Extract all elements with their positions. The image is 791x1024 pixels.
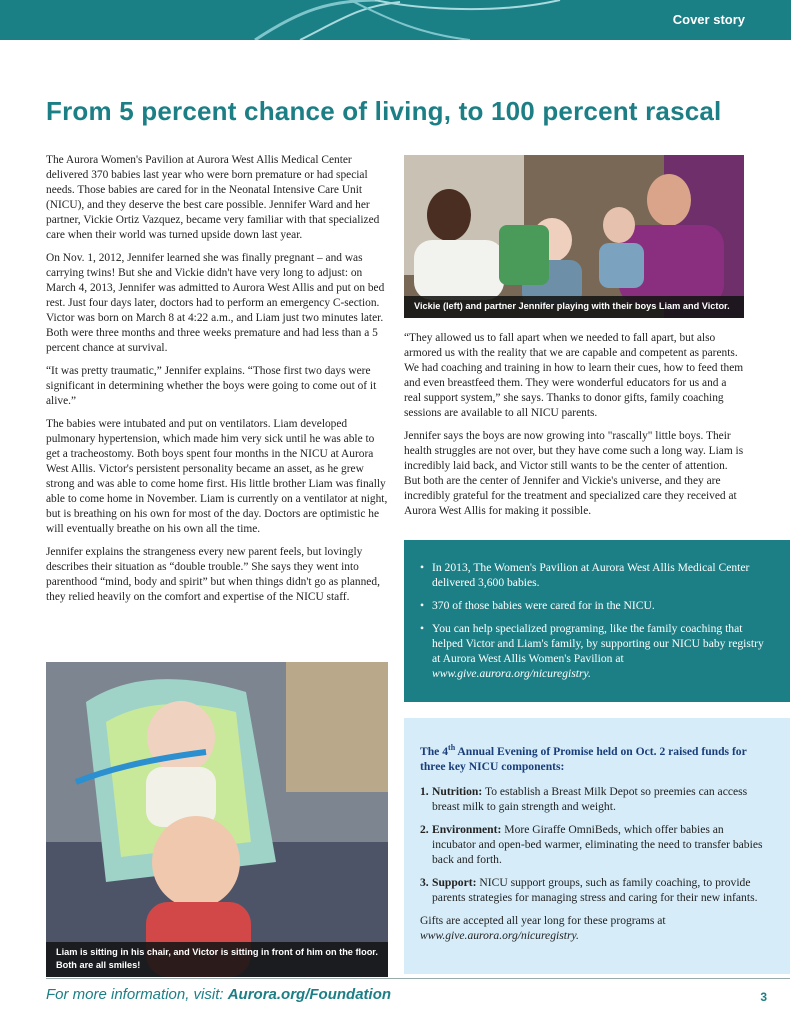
twins-photo-icon <box>46 662 388 977</box>
list-item <box>420 875 770 905</box>
paragraph: “They allowed us to fall apart when we needed to fall apart, but also armored us with the reality that we are capable and competent as parents. We had coaching and training in how to learn their cues, how to feed them and even breastfeed them. They were wonderful educators for us and a real support system,” she says. Thanks to donor gifts, family coaching sessions are available to all NICU parents. <box>404 332 744 419</box>
article-right-column <box>404 331 746 527</box>
list-number: 2. <box>420 822 429 836</box>
list-number: 1. <box>420 784 429 798</box>
page-title: From 5 percent chance of living, to 100 percent rascal <box>46 96 722 126</box>
photo-caption: Liam is sitting in his chair, and Victor is sitting in front of him on the floor. Both are all smiles! <box>46 942 388 977</box>
top-banner <box>0 0 791 40</box>
list-item <box>420 784 770 814</box>
article-left-column <box>46 153 388 613</box>
paragraph: Jennifer says the boys are now growing into "rascally" little boys. Their health struggles are not over, but they have come such a long way. Liam is incredibly laid back, and Victor still wants to be the center of attention. But both are the center of Jennifer and Vickie's universe, and they are incredibly grateful for the treatment and specialized care they received at Aurora West Allis for making it possible. <box>404 430 744 517</box>
heading-superscript: th <box>448 743 456 752</box>
stat-item-text: You can help specialized programing, like the family coaching that helped Victor and Liam's family, by supporting our NICU baby registry at Aurora West Allis Women's Pavilion at <box>432 622 764 665</box>
registry-link[interactable]: www.give.aurora.org/nicuregistry. <box>420 928 579 942</box>
heading-text: Annual Evening of Promise held on Oct. 2 raised funds for three key NICU components: <box>420 744 747 773</box>
section-label: Cover story <box>672 12 745 27</box>
family-photo-icon <box>404 155 744 318</box>
family-photo <box>404 155 744 318</box>
page-number: 3 <box>760 990 767 1004</box>
foundation-link[interactable]: Aurora.org/Foundation <box>227 986 392 1003</box>
list-text: To establish a Breast Milk Depot so preemies can access breast milk to gain strength and weight. <box>432 784 748 813</box>
list-text: More Giraffe OmniBeds, which offer babies an incubator and open-bed warmer, eliminating the need to transfer babies back and forth. <box>432 822 763 866</box>
list-item <box>420 822 770 867</box>
paragraph: The Aurora Women's Pavilion at Aurora West Allis Medical Center delivered 370 babies last year who were born premature or had special needs. Those babies are cared for in the Neonatal Intensive Care Unit (NICU), and they deserve the best care possible. Jennifer Ward and her partner, Vickie Ortiz Vazquez, became very familiar with that specialized care when their world was turned upside down last year. <box>46 154 380 241</box>
stat-item <box>420 621 770 681</box>
list-label: Support: <box>432 875 477 889</box>
footer-info <box>46 986 391 1003</box>
paragraph: The babies were intubated and put on ventilators. Liam developed pulmonary hypertension, which made him very sick until he was able to get a tracheostomy. Both boys spent four months in the NICU at Aurora West Allis. Victor's persistent personality became an asset, as he grew strong and was able to come home first. His little brother Liam was finally able to come home in November. Liam is currently on a ventilator at night, but is breathing on his own for most of the day. Doctors are optimistic he will eventually breathe on his own all the time. <box>46 418 388 535</box>
heading-text: The 4 <box>420 744 449 758</box>
footer-divider <box>46 978 790 979</box>
stat-item: • In 2013, The Women's Pavilion at Aurora West Allis Medical Center delivered 3,600 babies. <box>420 560 770 590</box>
list-label: Environment: <box>432 822 502 836</box>
list-label: Nutrition: <box>432 784 483 798</box>
registry-link[interactable]: www.give.aurora.org/nicuregistry. <box>432 667 591 680</box>
list-text: NICU support groups, such as family coaching, to provide parents strategies for managing stress and caring for their new infants. <box>432 875 758 904</box>
promise-footer <box>420 913 770 943</box>
promise-footer-text: Gifts are accepted all year long for these programs at <box>420 913 666 927</box>
promise-heading <box>420 740 770 774</box>
paragraph: On Nov. 1, 2012, Jennifer learned she was finally pregnant – and was carrying twins! But she and Vickie didn't have very long to adjust: on March 4, 2013, Jennifer was admitted to Aurora West Allis and put on bed rest. Just four days later, doctors had to perform an emergency C-section. Victor was born on March 8 at 4:22 a.m., and Liam just two minutes later. Both were three months and three weeks premature and had less than a 5 percent chance at survival. <box>46 252 385 354</box>
stat-item: • 370 of those babies were cared for in the NICU. <box>420 598 770 613</box>
list-number: 3. <box>420 875 429 889</box>
footer-prefix: For more information, visit: <box>46 986 228 1003</box>
paragraph: “It was pretty traumatic,” Jennifer explains. “Those first two days were significant in determining whether the boys were going to come out of it alive.” <box>46 365 377 407</box>
stats-callout-box <box>404 540 790 702</box>
paragraph: Jennifer explains the strangeness every new parent feels, but lovingly describes their situation as “double trouble.” She says they went into parenthood “mind, body and spirit” but when things didn't go as planned, they relied heavily on the comfort and expertise of the NICU staff. <box>46 546 380 603</box>
twins-photo <box>46 662 388 977</box>
promise-callout-box <box>404 718 790 974</box>
photo-caption: Vickie (left) and partner Jennifer playing with their boys Liam and Victor. <box>404 296 744 319</box>
